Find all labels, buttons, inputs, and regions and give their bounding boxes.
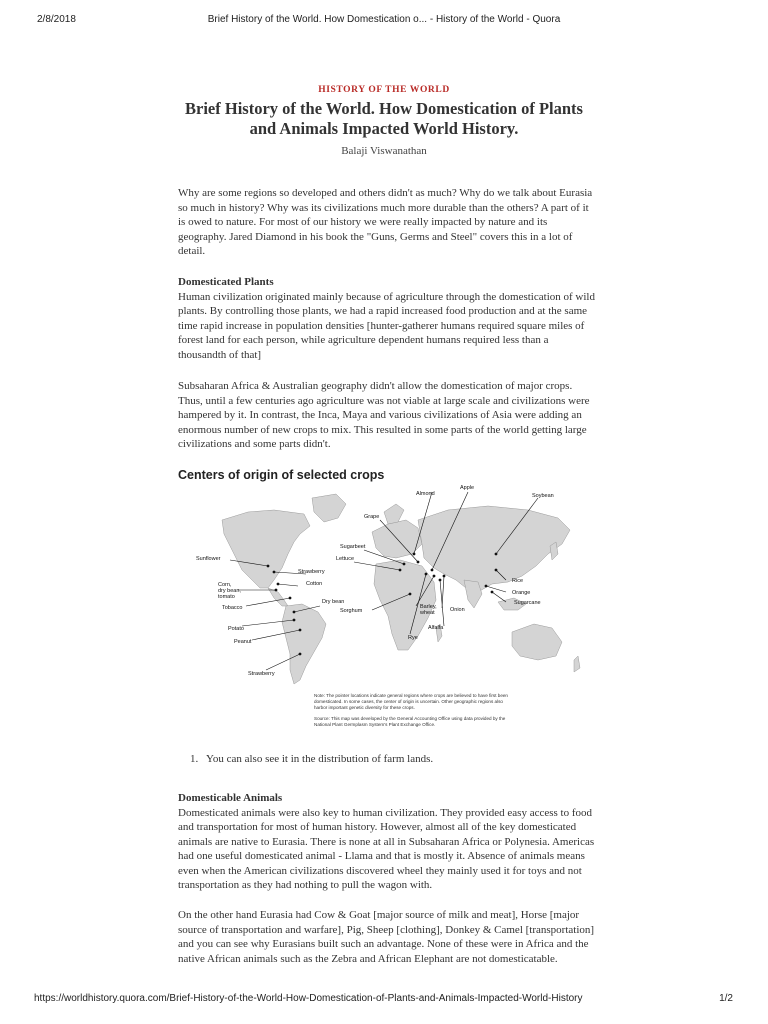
animals-section [178,791,596,893]
label-tomato: tomato [218,594,235,600]
article-intro [178,186,596,259]
map-note [314,693,508,727]
label-lettuce: Lettuce [336,556,355,562]
plants-paragraph-1: Human civilization originated mainly because of agriculture through the domestication of wild plants. By controlling those plants, we had a rapid increased food production and at the same time rapid increase in population densities [hunter-gatherer humans required square miles of forest land for each person, while agriculture dependent humans required less than a thousandth of that] [178,290,595,361]
ordered-list [178,752,596,767]
print-page-title: Brief History of the World. How Domestication o... - History of the World - Quora [207,14,561,25]
label-sorghum: Sorghum [340,608,363,614]
plants-paragraph-2: Subsaharan Africa & Australian geography didn't allow the domestication of major crops. Thus, until a few centuries ago agriculture was not viable at large scale and civilizations were hampered by it. In contrast, the Inca, Maya and various civilizations of Asia were adding an enormous number of new crops to mix. This resulted in some parts of the world getting large civilizations and some parts didn't. [178,380,590,450]
article-title: Brief History of the World. How Domestication of Plants and Animals Impacted World History. [185,99,583,138]
label-dry-bean: Dry bean [322,599,345,605]
author-name-link[interactable]: Balaji Viswanathan [341,145,427,157]
label-dry-bean-corn: dry bean, [218,588,241,594]
list-item-number: 1. [190,753,199,765]
label-rye: Rye [408,635,418,641]
plants-section [178,275,596,362]
label-alfalfa: Alfalfa [428,625,444,631]
print-footer [0,993,768,1007]
label-rice: Rice [512,578,524,584]
label-strawberry-south: Strawberry [248,671,275,677]
world-map-image [178,484,596,734]
plants-heading: Domesticated Plants [178,276,274,288]
label-corn: Corn, [218,582,232,588]
label-orange: Orange [512,590,531,596]
animals-paragraph-2-wrap [178,908,596,966]
label-tobacco: Tobacco [222,605,243,611]
print-url: https://worldhistory.quora.com/Brief-History-of-the-World-How-Domestication-of-Plants-and-Animals-Impacted-World-History [34,993,583,1004]
australia-shape [512,624,562,660]
new-zealand-shape [574,656,580,672]
label-sunflower: Sunflower [196,556,221,562]
topic-kicker-link[interactable]: HISTORY OF THE WORLD [318,85,450,95]
print-page-number: 1/2 [719,993,733,1004]
label-grape: Grape [364,514,380,520]
animals-paragraph-1: Domesticated animals were also key to human civilization. They provided easy access to food and transportation for most of human history. However, almost all of the key domesticated animals are native to Eurasia. There is none at all in Subsaharan Africa or Polynesia. Americas had one useful domesticated animal - Llama and that is mostly it. Absence of animals means even when the American civilizations discovered wheel they mainly used it for toys and not transportation as they had nothing to pull the wagon with. [178,806,595,891]
label-apple: Apple [460,485,475,491]
intro-paragraph: Why are some regions so developed and others didn't as much? Why do we talk about Eurasia so much in history? Why was its civilizations much more durable than the others? A part of it is owed to nature. For most of our history we were really impacted by nature and its geography. Jared Diamond in his book the "Guns, Germs and Steel" covers this in a lot of detail. [178,187,593,257]
note-line-2: domesticated. In some cases, the center of origin is uncertain. Other geographic regions also [314,699,503,704]
figure-title: Centers of origin of selected crops [178,468,385,482]
label-wheat: wheat [420,610,435,616]
print-date: 2/8/2018 [37,14,76,25]
print-header [0,14,768,28]
list-item-text: You can also see it in the distribution of farm lands. [206,753,434,765]
animals-paragraph-2: On the other hand Eurasia had Cow & Goat [major source of milk and meat], Horse [major source of transportation and warfare], Pig, Sheep [clothing], Donkey & Camel [transportation] and you can see why Eurasians built such an advantage. None of these were in Africa and the native African animals such as the Zebra and African Elephant are not domesticatable. [178,909,595,965]
north-america-shape [222,510,310,588]
central-america-shape [268,588,288,606]
label-sugarcane: Sugarcane [514,600,541,606]
note-line-1: Note: The pointer locations indicate general regions where crops are believed to have first been [314,693,508,698]
crop-origins-map [178,484,596,734]
animals-heading: Domesticable Animals [178,792,283,804]
note-source-1: Source: This map was developed by the General Accounting Office using data provided by the [314,716,506,721]
label-soybean: Soybean [532,493,554,499]
label-peanut: Peanut [234,639,252,645]
south-america-shape [282,604,326,684]
label-almond: Almond [416,491,435,497]
label-potato: Potato [228,626,244,632]
label-cotton: Cotton [306,581,323,587]
label-sugarbeet: Sugarbeet [340,544,366,550]
note-source-2: National Plant Germplasm System's Plant Exchange Office. [314,722,436,727]
plants-paragraph-2-wrap [178,379,596,452]
label-onion: Onion [450,607,465,613]
greenland-shape [312,494,346,522]
note-line-3: harbor important genetic diversity for these crops. [314,705,415,710]
label-barley: Barley, [420,604,437,610]
label-strawberry-north: Strawberry [298,569,325,575]
list-item [178,752,596,767]
